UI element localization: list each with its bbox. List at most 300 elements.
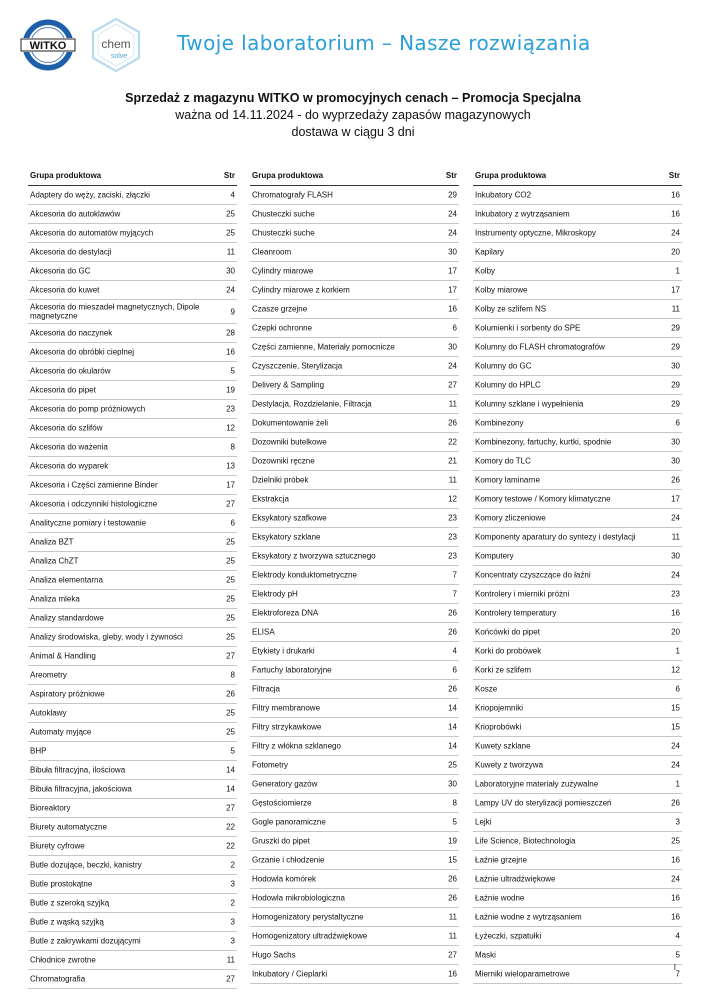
page-ref: 20: [671, 627, 680, 637]
table-row: [28, 262, 237, 281]
table-row: [28, 723, 237, 742]
page-ref: 12: [226, 423, 235, 433]
product-group-name: Kosze: [475, 684, 498, 694]
product-group-name: Analizy środowiska, gleby, wody i żywności: [30, 632, 183, 642]
table-row: [250, 205, 459, 224]
product-group-name: Elektrody pH: [252, 589, 298, 599]
page-ref: 25: [226, 708, 235, 718]
page-ref: 14: [226, 765, 235, 775]
table-row: [473, 433, 682, 452]
page-ref: 27: [226, 499, 235, 509]
page-ref: 5: [230, 366, 235, 376]
table-row: [28, 666, 237, 685]
page-ref: 25: [226, 575, 235, 585]
product-group-name: Hodowla komórek: [252, 874, 317, 884]
table-row: [28, 533, 237, 552]
page-ref: 9: [230, 307, 235, 316]
product-group-name: Kolumny do FLASH chromatografów: [475, 342, 605, 352]
product-group-name: Akcesoria do automatów myjących: [30, 228, 154, 238]
product-group-name: Filtry membranowe: [252, 703, 321, 713]
page-ref: 19: [226, 385, 235, 395]
page-ref: 24: [671, 874, 680, 884]
document-title: Sprzedaż z magazynu WITKO w promocyjnych cenach – Promocja Specjalna: [125, 91, 581, 105]
table-row: [28, 609, 237, 628]
index-column-1: [28, 167, 237, 989]
table-row: [473, 452, 682, 471]
table-row: [473, 490, 682, 509]
table-row: [28, 970, 237, 989]
table-row: [250, 357, 459, 376]
table-row: [28, 647, 237, 666]
product-group-name: Korki ze szlifem: [475, 665, 532, 675]
page-ref: 24: [671, 741, 680, 751]
table-row: [250, 395, 459, 414]
product-group-name: Chusteczki suche: [252, 228, 315, 238]
page-ref: 25: [226, 613, 235, 623]
product-group-name: Etykiety i drukarki: [252, 646, 315, 656]
product-group-name: Chromatografy FLASH: [252, 190, 333, 200]
table-row: [28, 780, 237, 799]
page-ref: 3: [230, 936, 235, 946]
product-group-name: Destylacja, Rozdzielanie, Filtracja: [252, 399, 372, 409]
product-group-name: Areometry: [30, 670, 67, 680]
page-ref: 29: [671, 399, 680, 409]
table-row: [250, 547, 459, 566]
product-group-name: Analiza ChZT: [30, 556, 79, 566]
table-row: [473, 737, 682, 756]
table-row: [473, 889, 682, 908]
title-block: [0, 89, 706, 141]
page-ref: 27: [226, 803, 235, 813]
product-group-name: Korki do probówek: [475, 646, 542, 656]
page-ref: 26: [226, 689, 235, 699]
table-row: [473, 832, 682, 851]
product-group-name: Chusteczki suche: [252, 209, 315, 219]
page-ref: 16: [671, 190, 680, 200]
product-group-name: Kolby miarowe: [475, 285, 528, 295]
table-row: [28, 799, 237, 818]
page-ref: 16: [448, 304, 457, 314]
page-ref: 23: [671, 589, 680, 599]
product-group-name: Gogle panoramiczne: [252, 817, 326, 827]
product-group-name: Maski: [475, 950, 496, 960]
page-ref: 7: [452, 570, 457, 580]
table-row: [250, 737, 459, 756]
table-row: [250, 851, 459, 870]
table-row: [473, 319, 682, 338]
solve-logo-text: solve: [110, 53, 128, 60]
product-group-name: Akcesoria do destylacji: [30, 247, 112, 257]
page-ref: 16: [671, 608, 680, 618]
table-row: [473, 262, 682, 281]
product-group-name: Części zamienne, Materiały pomocnicze: [252, 342, 395, 352]
header-page: Str: [445, 171, 457, 180]
page-ref: 17: [448, 266, 457, 276]
table-row: [473, 585, 682, 604]
page-ref: 3: [230, 879, 235, 889]
page-ref: 14: [226, 784, 235, 794]
product-group-name: Dokumentowanie żeli: [252, 418, 329, 428]
table-row: [28, 951, 237, 970]
page-ref: 8: [230, 670, 235, 680]
product-group-name: Akcesoria do pomp próżniowych: [30, 404, 146, 414]
product-group-name: Butle dozujące, beczki, kanistry: [30, 860, 142, 870]
product-group-name: Butle z szeroką szyjką: [30, 898, 110, 908]
page-ref: 26: [671, 798, 680, 808]
table-row: [473, 661, 682, 680]
product-group-name: Homogenizatory ultradźwiękowe: [252, 931, 368, 941]
table-row: [28, 514, 237, 533]
page-ref: 26: [671, 475, 680, 485]
page-ref: 25: [226, 556, 235, 566]
table-row: [28, 932, 237, 951]
table-row: [28, 476, 237, 495]
page-ref: 27: [226, 651, 235, 661]
page-ref: 3: [230, 917, 235, 927]
table-row: [250, 661, 459, 680]
product-group-name: Łaźnie wodne z wytrząsaniem: [475, 912, 582, 922]
table-row: [28, 300, 237, 324]
chemsolve-logo: [86, 16, 146, 74]
page-ref: 25: [226, 537, 235, 547]
page-ref: 29: [671, 342, 680, 352]
page-ref: 11: [671, 304, 680, 314]
page-ref: 23: [448, 551, 457, 561]
table-row: [473, 642, 682, 661]
table-row: [250, 775, 459, 794]
product-group-name: Akcesoria do GC: [30, 266, 91, 276]
table-row: [250, 224, 459, 243]
chem-logo-text: chem: [101, 37, 131, 51]
table-row: [28, 243, 237, 262]
page-ref: 26: [448, 684, 457, 694]
table-row: [28, 761, 237, 780]
product-group-name: Łaźnie wodne: [475, 893, 525, 903]
page-ref: 25: [226, 209, 235, 219]
table-row: [473, 509, 682, 528]
product-group-name: Akcesoria i odczynniki histologiczne: [30, 499, 158, 509]
table-row: [250, 946, 459, 965]
page-ref: 15: [671, 703, 680, 713]
page-ref: 30: [671, 437, 680, 447]
table-row: [250, 870, 459, 889]
table-row: [28, 685, 237, 704]
witko-logo: [18, 18, 78, 72]
product-group-name: Mierniki wieloparametrowe: [475, 969, 570, 979]
page-ref: 26: [448, 874, 457, 884]
page-ref: 15: [448, 855, 457, 865]
product-group-name: Biurety cyfrowe: [30, 841, 85, 851]
product-group-name: Filtracja: [252, 684, 281, 694]
page-ref: 16: [671, 912, 680, 922]
page-ref: 11: [448, 399, 457, 409]
table-row: [28, 419, 237, 438]
page-header: [0, 0, 706, 80]
page-ref: 17: [226, 480, 235, 490]
product-group-name: Butle z wąską szyjką: [30, 917, 104, 927]
page-ref: 2: [230, 860, 235, 870]
validity-line: ważna od 14.11.2024 - do wyprzedaży zapasów magazynowych: [175, 108, 531, 122]
page-ref: 29: [671, 380, 680, 390]
product-group-name: Dozowniki butelkowe: [252, 437, 327, 447]
table-row: [473, 794, 682, 813]
table-row: [250, 718, 459, 737]
table-row: [28, 324, 237, 343]
product-group-name: Ekstrakcja: [252, 494, 289, 504]
table-row: [28, 894, 237, 913]
table-row: [473, 338, 682, 357]
page-ref: 22: [226, 841, 235, 851]
product-group-name: Eksykatory szafkowe: [252, 513, 327, 523]
product-group-name: Bioreaktory: [30, 803, 71, 813]
product-group-name: Eksykatory z tworzywa sztucznego: [252, 551, 376, 561]
page-ref: 23: [226, 404, 235, 414]
page-ref: 11: [671, 532, 680, 542]
table-row: [473, 566, 682, 585]
page-ref: 11: [226, 955, 235, 965]
table-row: [28, 343, 237, 362]
product-group-name: Końcówki do pipet: [475, 627, 540, 637]
product-group-name: Kriopojemniki: [475, 703, 524, 713]
product-group-name: Akcesoria do okularów: [30, 366, 111, 376]
table-row: [473, 243, 682, 262]
table-row: [250, 927, 459, 946]
table-row: [28, 495, 237, 514]
page-ref: 6: [230, 518, 235, 528]
table-row: [250, 642, 459, 661]
page-ref: 24: [671, 228, 680, 238]
table-row: [250, 756, 459, 775]
table-row: [473, 851, 682, 870]
table-row: [250, 262, 459, 281]
table-row: [250, 794, 459, 813]
page-ref: 14: [448, 722, 457, 732]
table-row: [28, 628, 237, 647]
page-ref: 29: [448, 190, 457, 200]
product-group-name: Lejki: [475, 817, 492, 827]
index-column-2: [250, 167, 459, 984]
product-group-name: Butle prostokątne: [30, 879, 93, 889]
product-group-name: Animal & Handling: [30, 651, 96, 661]
product-group-name: Hugo Sachs: [252, 950, 296, 960]
column-header: [250, 167, 459, 186]
page-ref: 24: [448, 209, 457, 219]
product-group-name: Generatory gazów: [252, 779, 318, 789]
product-group-name: Inkubatory / Cieplarki: [252, 969, 328, 979]
page-ref: 30: [671, 551, 680, 561]
page-ref: 30: [448, 779, 457, 789]
product-group-name: Butle z zakrywkami dozującymi: [30, 936, 141, 946]
header-product-group: Grupa produktowa: [475, 171, 547, 180]
page-ref: 14: [448, 741, 457, 751]
table-row: [250, 300, 459, 319]
product-group-name: Kolumny szklane i wypełnienia: [475, 399, 584, 409]
page-ref: 30: [671, 456, 680, 466]
product-group-name: Akcesoria do kuwet: [30, 285, 100, 295]
product-group-name: Instrumenty optyczne, Mikroskopy: [475, 228, 596, 238]
page-ref: 25: [226, 632, 235, 642]
header-page: Str: [223, 171, 235, 180]
page-ref: 11: [448, 931, 457, 941]
page-ref: 20: [671, 247, 680, 257]
table-row: [473, 813, 682, 832]
page-ref: 22: [448, 437, 457, 447]
column-header: [28, 167, 237, 186]
table-row: [473, 224, 682, 243]
product-group-name: Gęstościomierze: [252, 798, 312, 808]
page-ref: 8: [230, 442, 235, 452]
page-ref: 5: [452, 817, 457, 827]
table-row: [28, 281, 237, 300]
header-product-group: Grupa produktowa: [252, 171, 324, 180]
table-row: [250, 471, 459, 490]
table-row: [250, 528, 459, 547]
page-ref: 11: [448, 475, 457, 485]
table-row: [250, 813, 459, 832]
delivery-line: dostawa w ciągu 3 dni: [291, 125, 415, 139]
page-ref: 16: [671, 209, 680, 219]
product-group-name: Filtry z włókna szklanego: [252, 741, 341, 751]
table-row: [28, 837, 237, 856]
product-group-name: Koncentraty czyszczące do łaźni: [475, 570, 591, 580]
product-group-name: Akcesoria i Części zamienne Binder: [30, 480, 158, 490]
product-group-name: Komory do TLC: [475, 456, 531, 466]
table-row: [250, 699, 459, 718]
page-ref: 25: [671, 836, 680, 846]
table-row: [250, 509, 459, 528]
page-ref: 30: [226, 266, 235, 276]
column-header: [473, 167, 682, 186]
page-ref: 24: [448, 228, 457, 238]
table-row: [28, 224, 237, 243]
product-group-name: Czyszczenie, Sterylizacja: [252, 361, 343, 371]
page-ref: 11: [448, 912, 457, 922]
product-group-name: Komory testowe / Komory klimatyczne: [475, 494, 611, 504]
table-row: [250, 281, 459, 300]
page-ref: 16: [671, 855, 680, 865]
table-row: [250, 433, 459, 452]
page-ref: 30: [671, 361, 680, 371]
page-ref: 8: [452, 798, 457, 808]
page-ref: 17: [671, 494, 680, 504]
product-group-name: Analiza elementarna: [30, 575, 103, 585]
table-row: [473, 699, 682, 718]
table-row: [250, 680, 459, 699]
page-ref: 16: [671, 893, 680, 903]
table-row: [250, 908, 459, 927]
product-group-name: Dozowniki ręczne: [252, 456, 315, 466]
page-ref: 6: [452, 323, 457, 333]
product-group-name: Analiza BZT: [30, 537, 74, 547]
product-group-name: Delivery & Sampling: [252, 380, 325, 390]
product-group-name: Kolumny do GC: [475, 361, 532, 371]
page-ref: 22: [226, 822, 235, 832]
witko-logo-text: WITKO: [29, 40, 67, 52]
product-group-name: Chromatografia: [30, 974, 86, 984]
page-ref: 13: [226, 461, 235, 471]
table-row: [473, 414, 682, 433]
page-ref: 4: [230, 190, 235, 200]
page-ref: 16: [226, 347, 235, 357]
page-ref: 26: [448, 893, 457, 903]
page-ref: 27: [448, 950, 457, 960]
page-ref: 25: [226, 228, 235, 238]
page-ref: 4: [675, 931, 680, 941]
page-ref: 23: [448, 513, 457, 523]
table-row: [28, 571, 237, 590]
page-ref: 25: [448, 760, 457, 770]
table-row: [473, 357, 682, 376]
page-ref: 24: [448, 361, 457, 371]
page-ref: 1: [675, 779, 680, 789]
page-ref: 26: [448, 418, 457, 428]
table-row: [250, 490, 459, 509]
product-group-name: Inkubatory CO2: [475, 190, 532, 200]
table-row: [473, 604, 682, 623]
page-ref: 25: [226, 727, 235, 737]
product-group-name: Kontrolery i mierniki próżni: [475, 589, 570, 599]
product-group-name: Aspiratory próżniowe: [30, 689, 105, 699]
page-ref: 16: [448, 969, 457, 979]
page-ref: 17: [448, 285, 457, 295]
page-ref: 3: [675, 817, 680, 827]
product-group-name: Kolumienki i sorbenty do SPE: [475, 323, 581, 333]
product-group-name: Krioprobówki: [475, 722, 522, 732]
table-row: [473, 908, 682, 927]
product-group-name: Biurety automatyczne: [30, 822, 107, 832]
table-row: [473, 376, 682, 395]
page-ref: 15: [671, 722, 680, 732]
product-group-name: Grzanie i chłodzenie: [252, 855, 325, 865]
table-row: [250, 414, 459, 433]
table-row: [28, 913, 237, 932]
product-group-name: Life Science, Biotechnologia: [475, 836, 576, 846]
table-row: [473, 775, 682, 794]
table-row: [473, 680, 682, 699]
table-row: [473, 965, 682, 984]
table-row: [28, 856, 237, 875]
table-row: [28, 818, 237, 837]
page-ref: 4: [452, 646, 457, 656]
table-row: [473, 281, 682, 300]
product-group-name: Komory laminarne: [475, 475, 540, 485]
product-group-name: Kombinezony: [475, 418, 524, 428]
product-group-name: Kontrolery temperatury: [475, 608, 557, 618]
product-group-name: Laboratoryjne materiały zużywalne: [475, 779, 599, 789]
page-ref: 7: [452, 589, 457, 599]
product-group-name: Kolby ze szlifem NS: [475, 304, 547, 314]
product-group-name: Eksykatory szklane: [252, 532, 321, 542]
tagline: Twoje laboratorium – Nasze rozwiązania: [177, 31, 591, 55]
header-product-group: Grupa produktowa: [30, 171, 102, 180]
product-group-name: Automaty myjące: [30, 727, 92, 737]
product-group-name: Adaptery do węży, zaciski, złączki: [30, 190, 150, 200]
table-row: [28, 186, 237, 205]
product-group-name: Kolby: [475, 266, 496, 276]
table-row: [28, 205, 237, 224]
table-row: [473, 528, 682, 547]
product-group-name: Kolumny do HPLC: [475, 380, 541, 390]
table-row: [28, 742, 237, 761]
product-group-name: Fotometry: [252, 760, 289, 770]
product-group-name: Chłodnice zwrotne: [30, 955, 96, 965]
table-row: [473, 205, 682, 224]
product-group-name: Akcesoria do obróbki cieplnej: [30, 347, 135, 357]
table-row: [250, 604, 459, 623]
page-ref: 14: [448, 703, 457, 713]
page-ref: 25: [226, 594, 235, 604]
product-group-name: Akcesoria do szlifów: [30, 423, 103, 433]
